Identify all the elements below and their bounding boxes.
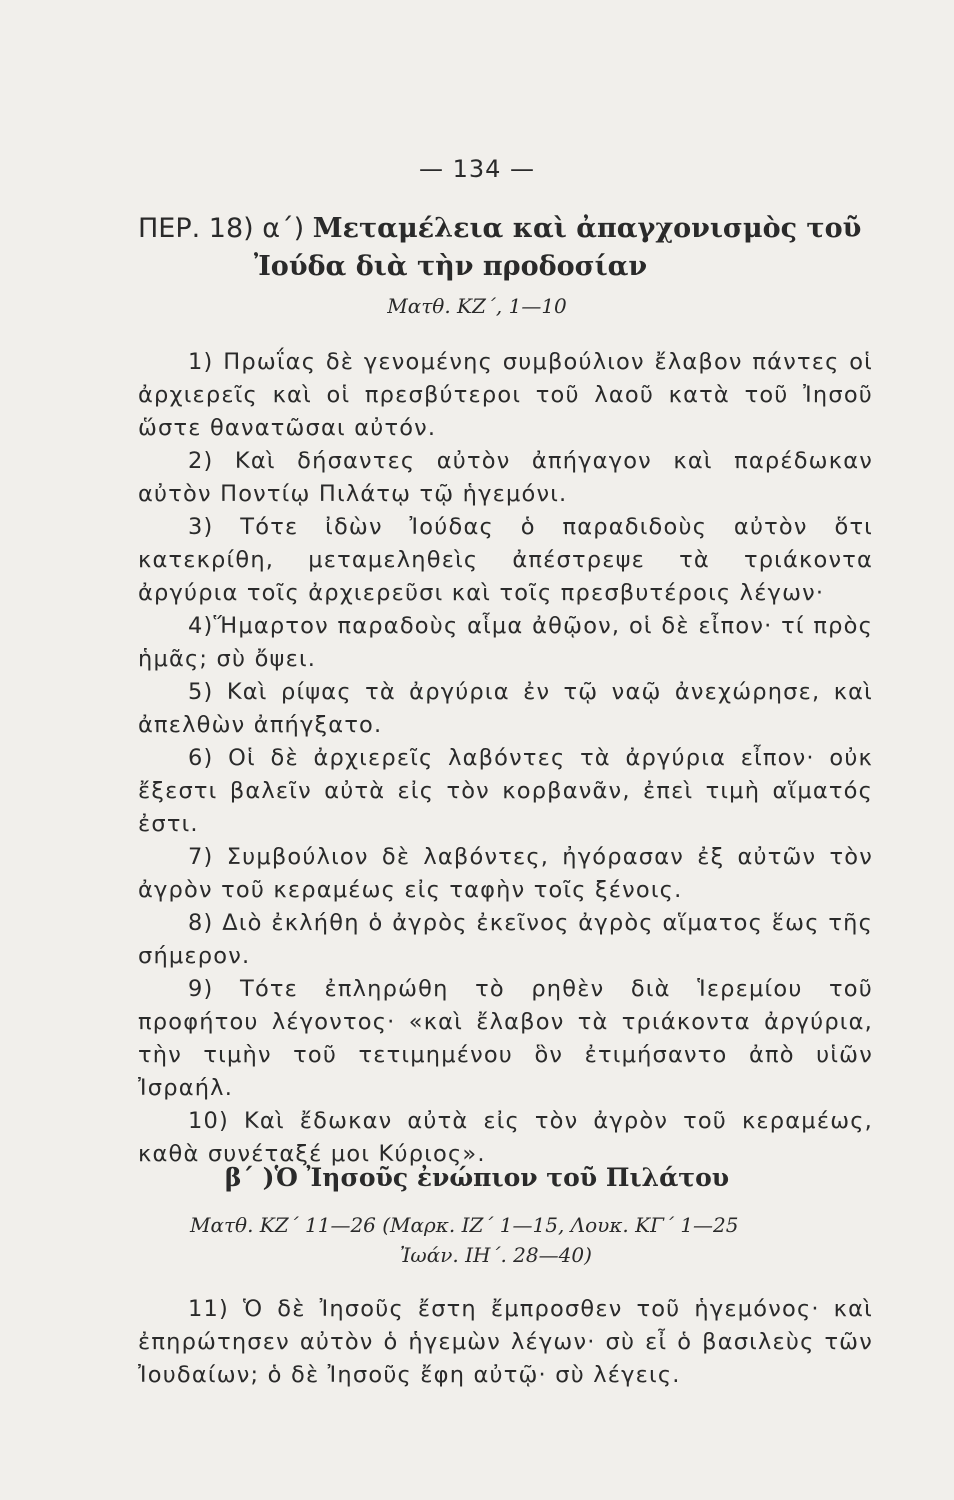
verse-9: 9) Τότε ἐπληρώθη τὸ ρηθὲν διὰ Ἱερεμίου τοῦ προφήτου λέγοντος· «καὶ ἔλαβον τὰ τριάκοντα ἀργύρια, τὴν τιμὴν τοῦ τετιμημένου ὃν ἐτιμήσαντο ἀπὸ υἱῶν Ἰσραήλ. bbox=[138, 976, 873, 1101]
chapter-reference: Ματθ. ΚΖ΄, 1—10 bbox=[387, 294, 567, 318]
section-reference bbox=[190, 1210, 830, 1270]
verses-list-2 bbox=[138, 1293, 873, 1392]
verse-2: 2) Καὶ δήσαντες αὐτὸν ἀπήγαγον καὶ παρέδωκαν αὐτὸν Ποντίῳ Πιλάτῳ τῷ ἡγεμόνι. bbox=[138, 448, 873, 507]
page-number: — 134 — bbox=[418, 155, 536, 183]
verse-10: 10) Καὶ ἔδωκαν αὐτὰ εἰς τὸν ἀγρὸν τοῦ κεραμέως, καθὰ συνέταξέ μοι Κύριος». bbox=[138, 1108, 873, 1167]
chapter-title-line1: Μεταμέλεια καὶ ἀπαγχονισμὸς τοῦ bbox=[312, 213, 862, 244]
verse-3: 3) Τότε ἰδὼν Ἰούδας ὁ παραδιδοὺς αὐτὸν ὅτι κατεκρίθη, μεταμεληθεὶς ἀπέστρεψε τὰ τριάκοντα ἀργύρια τοῖς ἀρχιερεῦσι καὶ τοῖς πρεσβυτέροις λέγων· bbox=[138, 514, 873, 606]
verse-5: 5) Καὶ ρίψας τὰ ἀργύρια ἐν τῷ ναῷ ἀνεχώρησε, καὶ ἀπελθὼν ἀπήγξατο. bbox=[138, 679, 873, 738]
verse-8: 8) Διὸ ἐκλήθη ὁ ἀγρὸς ἐκεῖνος ἀγρὸς αἵματος ἕως τῆς σήμερον. bbox=[138, 910, 873, 969]
section-reference-line1: Ματθ. ΚΖ΄ 11—26 (Μαρκ. ΙΖ΄ 1—15, Λουκ. ΚΓ΄ 1—25 bbox=[190, 1213, 739, 1237]
verse-11: 11) Ὁ δὲ Ἰησοῦς ἔστη ἔμπροσθεν τοῦ ἡγεμόνος· καὶ ἐπηρώτησεν αὐτὸν ὁ ἡγεμὼν λέγων· σὺ εἶ ὁ βασιλεὺς τῶν Ἰουδαίων; ὁ δὲ Ἰησοῦς ἔφη αὐτῷ· σὺ λέγεις. bbox=[138, 1296, 873, 1388]
verses-list bbox=[138, 346, 873, 1171]
section-heading: β΄ )Ὁ Ἰησοῦς ἐνώπιον τοῦ Πιλάτου bbox=[224, 1163, 730, 1192]
verse-4: 4)Ἥμαρτον παραδοὺς αἷμα ἀθῷον, οἱ δὲ εἶπον· τί πρὸς ἡμᾶς; σὺ ὄψει. bbox=[138, 613, 873, 672]
chapter-heading bbox=[138, 210, 873, 286]
chapter-prefix: ΠΕΡ. 18) α΄) bbox=[138, 213, 305, 244]
verse-7: 7) Συμβούλιον δὲ λαβόντες, ἠγόρασαν ἐξ αὐτῶν τὸν ἀγρὸν τοῦ κεραμέως εἰς ταφὴν τοῖς ξένοις. bbox=[138, 844, 873, 903]
verse-1: 1) Πρωΐας δὲ γενομένης συμβούλιον ἔλαβον πάντες οἱ ἀρχιερεῖς καὶ οἱ πρεσβύτεροι τοῦ λαοῦ κατὰ τοῦ Ἰησοῦ ὥστε θανατῶσαι αὐτόν. bbox=[138, 349, 873, 441]
section-reference-line2: Ἰωάν. ΙΗ΄. 28—40) bbox=[400, 1243, 592, 1267]
verse-6: 6) Οἱ δὲ ἀρχιερεῖς λαβόντες τὰ ἀργύρια εἶπον· οὐκ ἔξεστι βαλεῖν αὐτὰ εἰς τὸν κορβανᾶν, ἐπεὶ τιμὴ αἵματός ἐστι. bbox=[138, 745, 873, 837]
chapter-title-line2: Ἰούδα διὰ τὴν προδοσίαν bbox=[253, 251, 648, 282]
